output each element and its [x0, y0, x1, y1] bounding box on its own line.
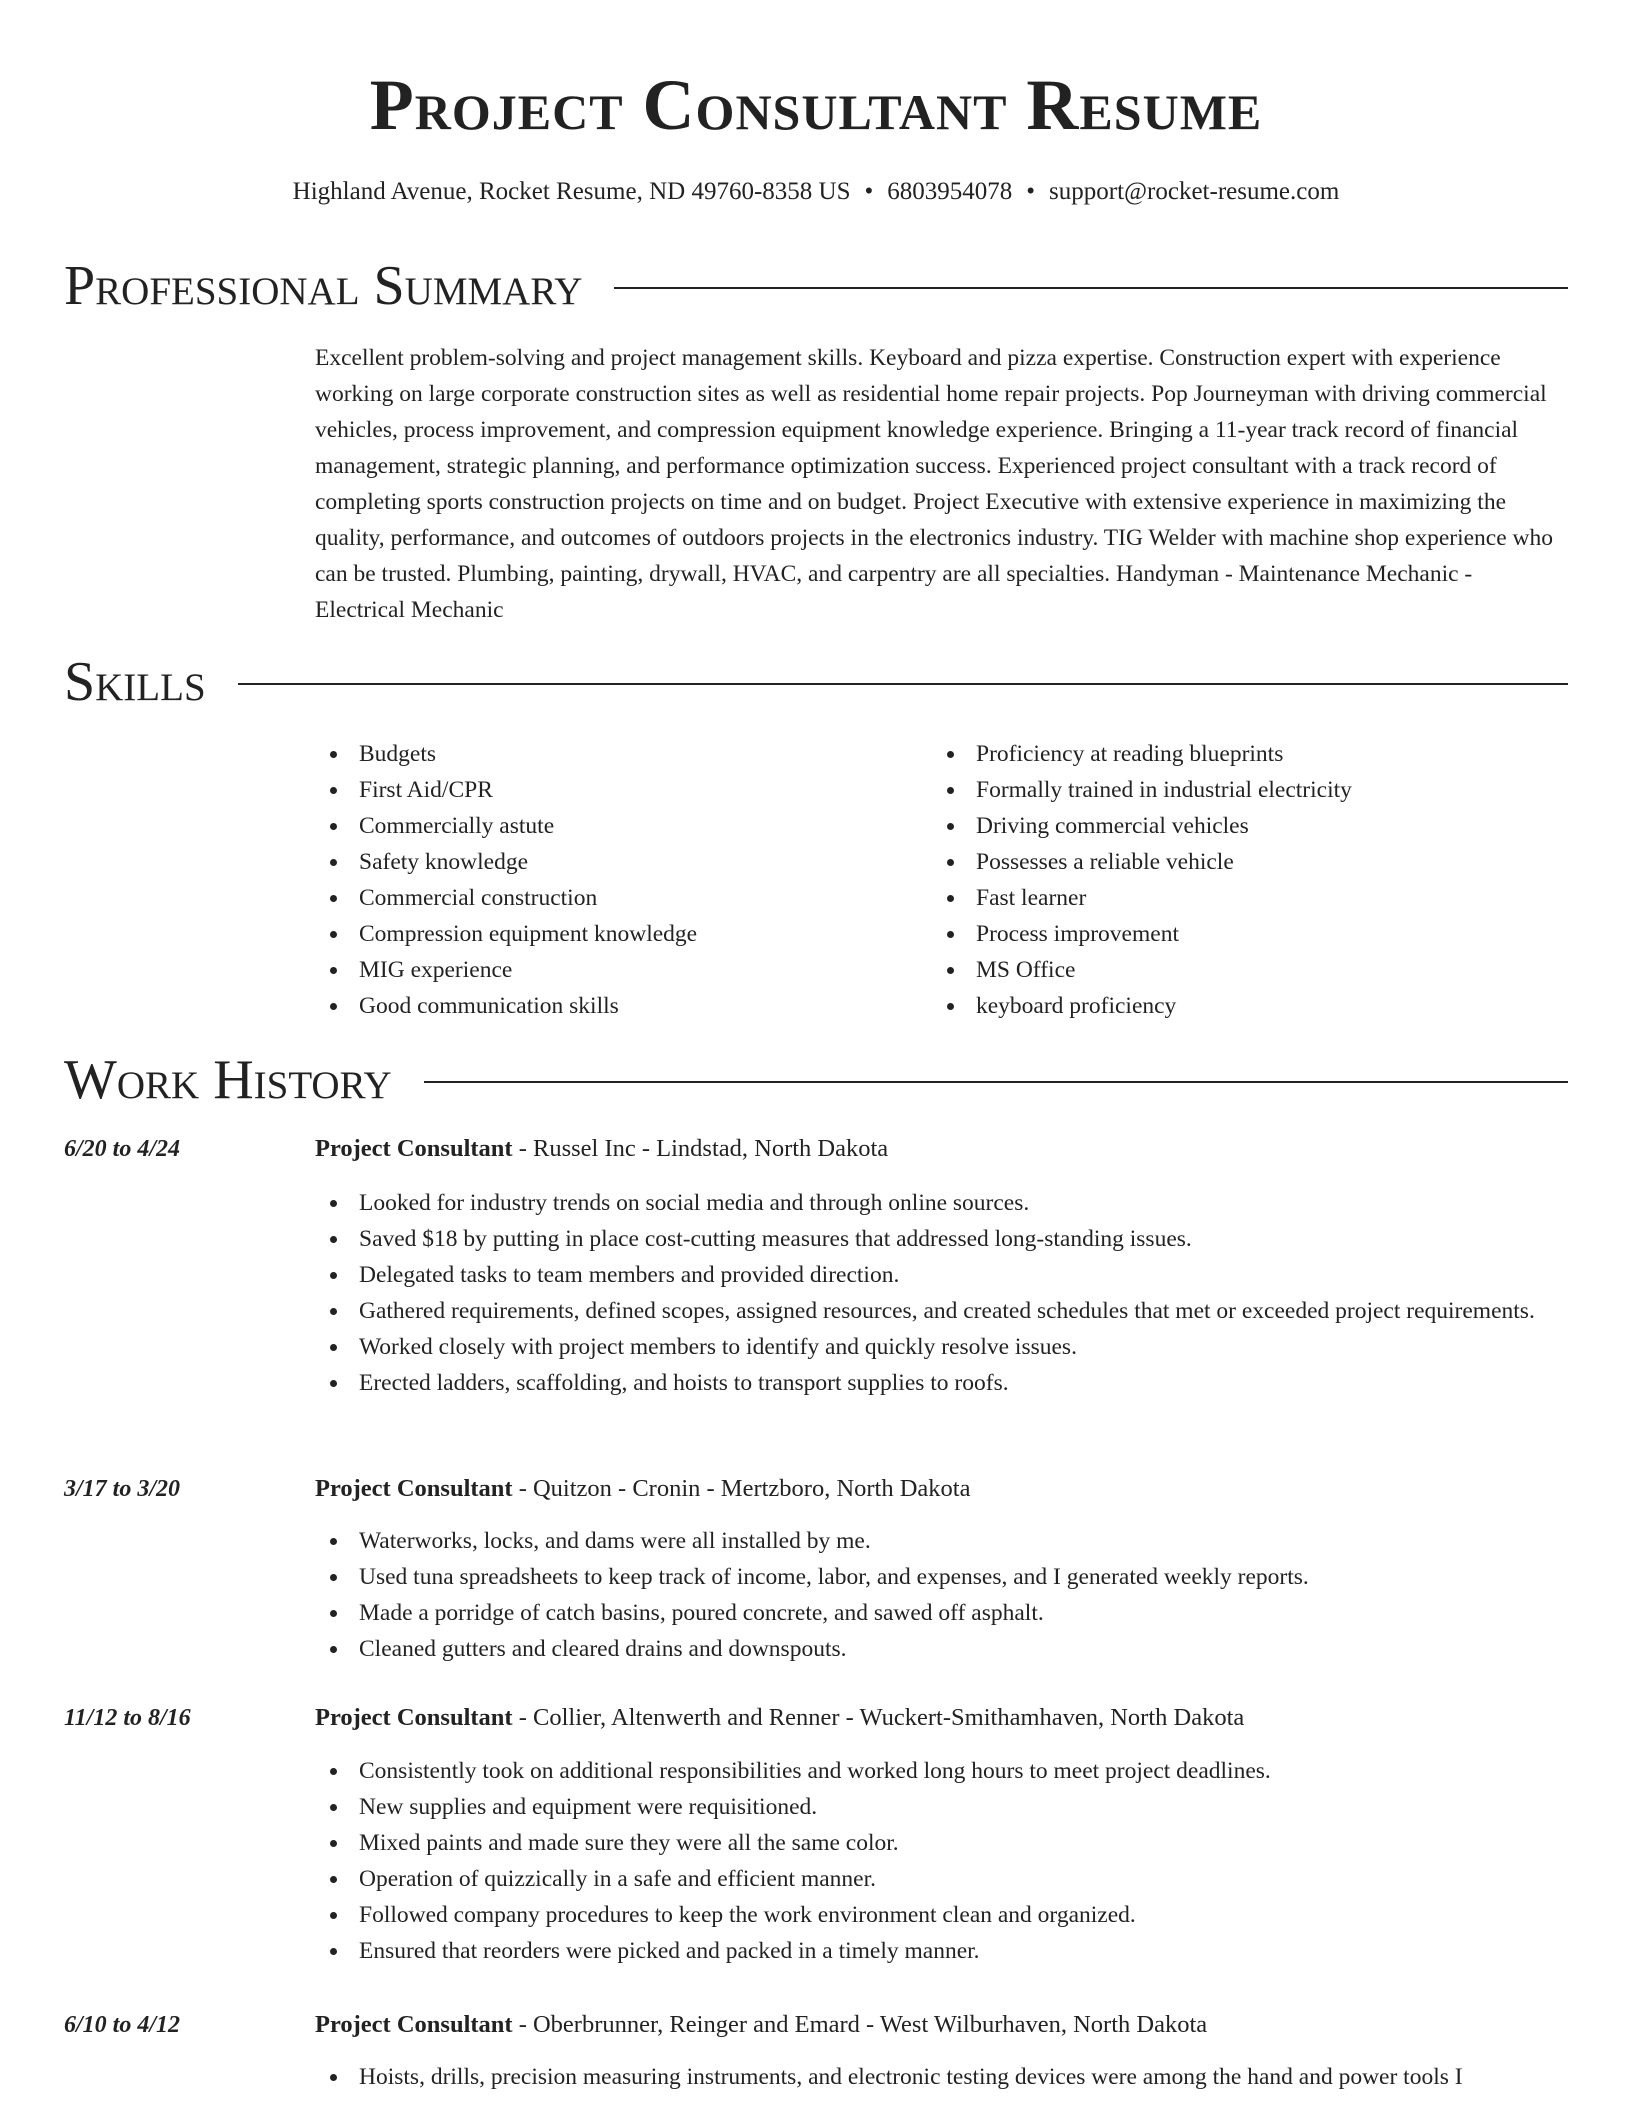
section-divider — [614, 287, 1568, 289]
section-divider — [424, 1081, 1568, 1083]
job-title-line — [315, 1700, 1244, 1736]
job-bullet: Operation of quizzically in a safe and efficient manner. — [315, 1861, 1555, 1897]
job-title: Project Consultant — [315, 1135, 513, 1162]
job-title: Project Consultant — [315, 1704, 513, 1731]
job-bullet-list — [315, 1185, 1555, 1401]
skill-item: Process improvement — [932, 916, 1549, 952]
summary-text: Excellent problem-solving and project management skills. Keyboard and pizza expertise. Construction expert with experience working on large corporate construction sites as well as residential home repair projects. Pop Journeyman with driving commercial vehicles, process improvement, and compression equipment knowledge experience. Bringing a 11-year track record of financial management, strategic planning, and performance optimization success. Experienced project consultant with a track record of completing sports construction projects on time and on budget. Project Executive with extensive experience in maximizing the quality, performance, and outcomes of outdoors projects in the electronics industry. TIG Welder with machine shop experience who can be trusted. Plumbing, painting, drywall, HVAC, and carpentry are all specialties. Handyman - Maintenance Mechanic - Electrical Mechanic — [315, 345, 1554, 623]
section-header-skills — [64, 650, 1568, 714]
skills-list-right — [932, 736, 1549, 1024]
job-bullet: Made a porridge of catch basins, poured concrete, and sawed off asphalt. — [315, 1595, 1555, 1631]
section-title-skills: Skills — [64, 651, 206, 713]
job-bullet: Delegated tasks to team members and provided direction. — [315, 1257, 1555, 1293]
skill-item: Possesses a reliable vehicle — [932, 844, 1549, 880]
skill-item: Formally trained in industrial electricity — [932, 772, 1549, 808]
job-bullet: Consistently took on additional responsibilities and worked long hours to meet project deadlines. — [315, 1753, 1555, 1789]
skill-item: keyboard proficiency — [932, 988, 1549, 1024]
job-bullet: Gathered requirements, defined scopes, assigned resources, and created schedules that met or exceeded project requirements. — [315, 1293, 1555, 1329]
job-title: Project Consultant — [315, 2011, 513, 2038]
section-header-summary — [64, 254, 1568, 318]
skill-item: MIG experience — [315, 952, 932, 988]
job-dates: 6/20 to 4/24 — [64, 1136, 181, 1162]
job-bullet: Used tuna spreadsheets to keep track of income, labor, and expenses, and I generated weekly reports. — [315, 1559, 1555, 1595]
skill-item: Good communication skills — [315, 988, 932, 1024]
contact-line — [0, 176, 1632, 208]
address: Highland Avenue, Rocket Resume, ND 49760-8358 US — [292, 178, 851, 205]
job-bullet-list — [315, 1523, 1555, 1667]
section-divider — [238, 683, 1568, 685]
job-bullet: Mixed paints and made sure they were all the same color. — [315, 1825, 1555, 1861]
job-dates: 11/12 to 8/16 — [64, 1705, 191, 1731]
skill-item: Safety knowledge — [315, 844, 932, 880]
job-bullet: Looked for industry trends on social media and through online sources. — [315, 1185, 1555, 1221]
job-bullet: New supplies and equipment were requisitioned. — [315, 1789, 1555, 1825]
page-title: Project Consultant Resume — [369, 65, 1263, 145]
skill-item: Commercial construction — [315, 880, 932, 916]
job-title-line — [315, 1131, 888, 1167]
job-company: - Russel Inc - Lindstad, North Dakota — [512, 1135, 889, 1162]
phone: 6803954078 — [887, 178, 1013, 205]
job-title-line — [315, 2007, 1207, 2043]
job-title-line — [315, 1471, 970, 1507]
section-title-summary: Professional Summary — [64, 255, 583, 317]
job-dates: 3/17 to 3/20 — [64, 1476, 181, 1502]
skill-item: MS Office — [932, 952, 1549, 988]
separator: • — [1026, 178, 1036, 205]
skills-grid — [315, 736, 1555, 1024]
job-bullet: Cleaned gutters and cleared drains and downspouts. — [315, 1631, 1555, 1667]
skill-item: Compression equipment knowledge — [315, 916, 932, 952]
email: support@rocket-resume.com — [1049, 178, 1340, 205]
job-bullet: Ensured that reorders were picked and packed in a timely manner. — [315, 1933, 1555, 1969]
job-bullet: Erected ladders, scaffolding, and hoists to transport supplies to roofs. — [315, 1365, 1555, 1401]
job-bullet: Followed company procedures to keep the work environment clean and organized. — [315, 1897, 1555, 1933]
skill-item: Fast learner — [932, 880, 1549, 916]
skill-item: Driving commercial vehicles — [932, 808, 1549, 844]
job-company: - Collier, Altenwerth and Renner - Wuckert-Smithamhaven, North Dakota — [512, 1704, 1245, 1731]
job-company: - Oberbrunner, Reinger and Emard - West Wilburhaven, North Dakota — [512, 2011, 1208, 2038]
job-bullet: Hoists, drills, precision measuring instruments, and electronic testing devices were among the hand and power tools I — [315, 2059, 1555, 2095]
section-title-work-history: Work History — [64, 1049, 392, 1111]
job-bullet-list — [315, 2059, 1555, 2095]
job-bullet: Waterworks, locks, and dams were all installed by me. — [315, 1523, 1555, 1559]
job-title: Project Consultant — [315, 1475, 513, 1502]
skill-item: Commercially astute — [315, 808, 932, 844]
job-company: - Quitzon - Cronin - Mertzboro, North Dakota — [512, 1475, 971, 1502]
skill-item: Proficiency at reading blueprints — [932, 736, 1549, 772]
skill-item: Budgets — [315, 736, 932, 772]
job-bullet: Worked closely with project members to identify and quickly resolve issues. — [315, 1329, 1555, 1365]
separator: • — [864, 178, 874, 205]
skills-list-left — [315, 736, 932, 1024]
job-bullet-list — [315, 1753, 1555, 1969]
job-dates: 6/10 to 4/12 — [64, 2012, 181, 2038]
section-header-work-history — [64, 1048, 1568, 1112]
skill-item: First Aid/CPR — [315, 772, 932, 808]
job-bullet: Saved $18 by putting in place cost-cutting measures that addressed long-standing issues. — [315, 1221, 1555, 1257]
